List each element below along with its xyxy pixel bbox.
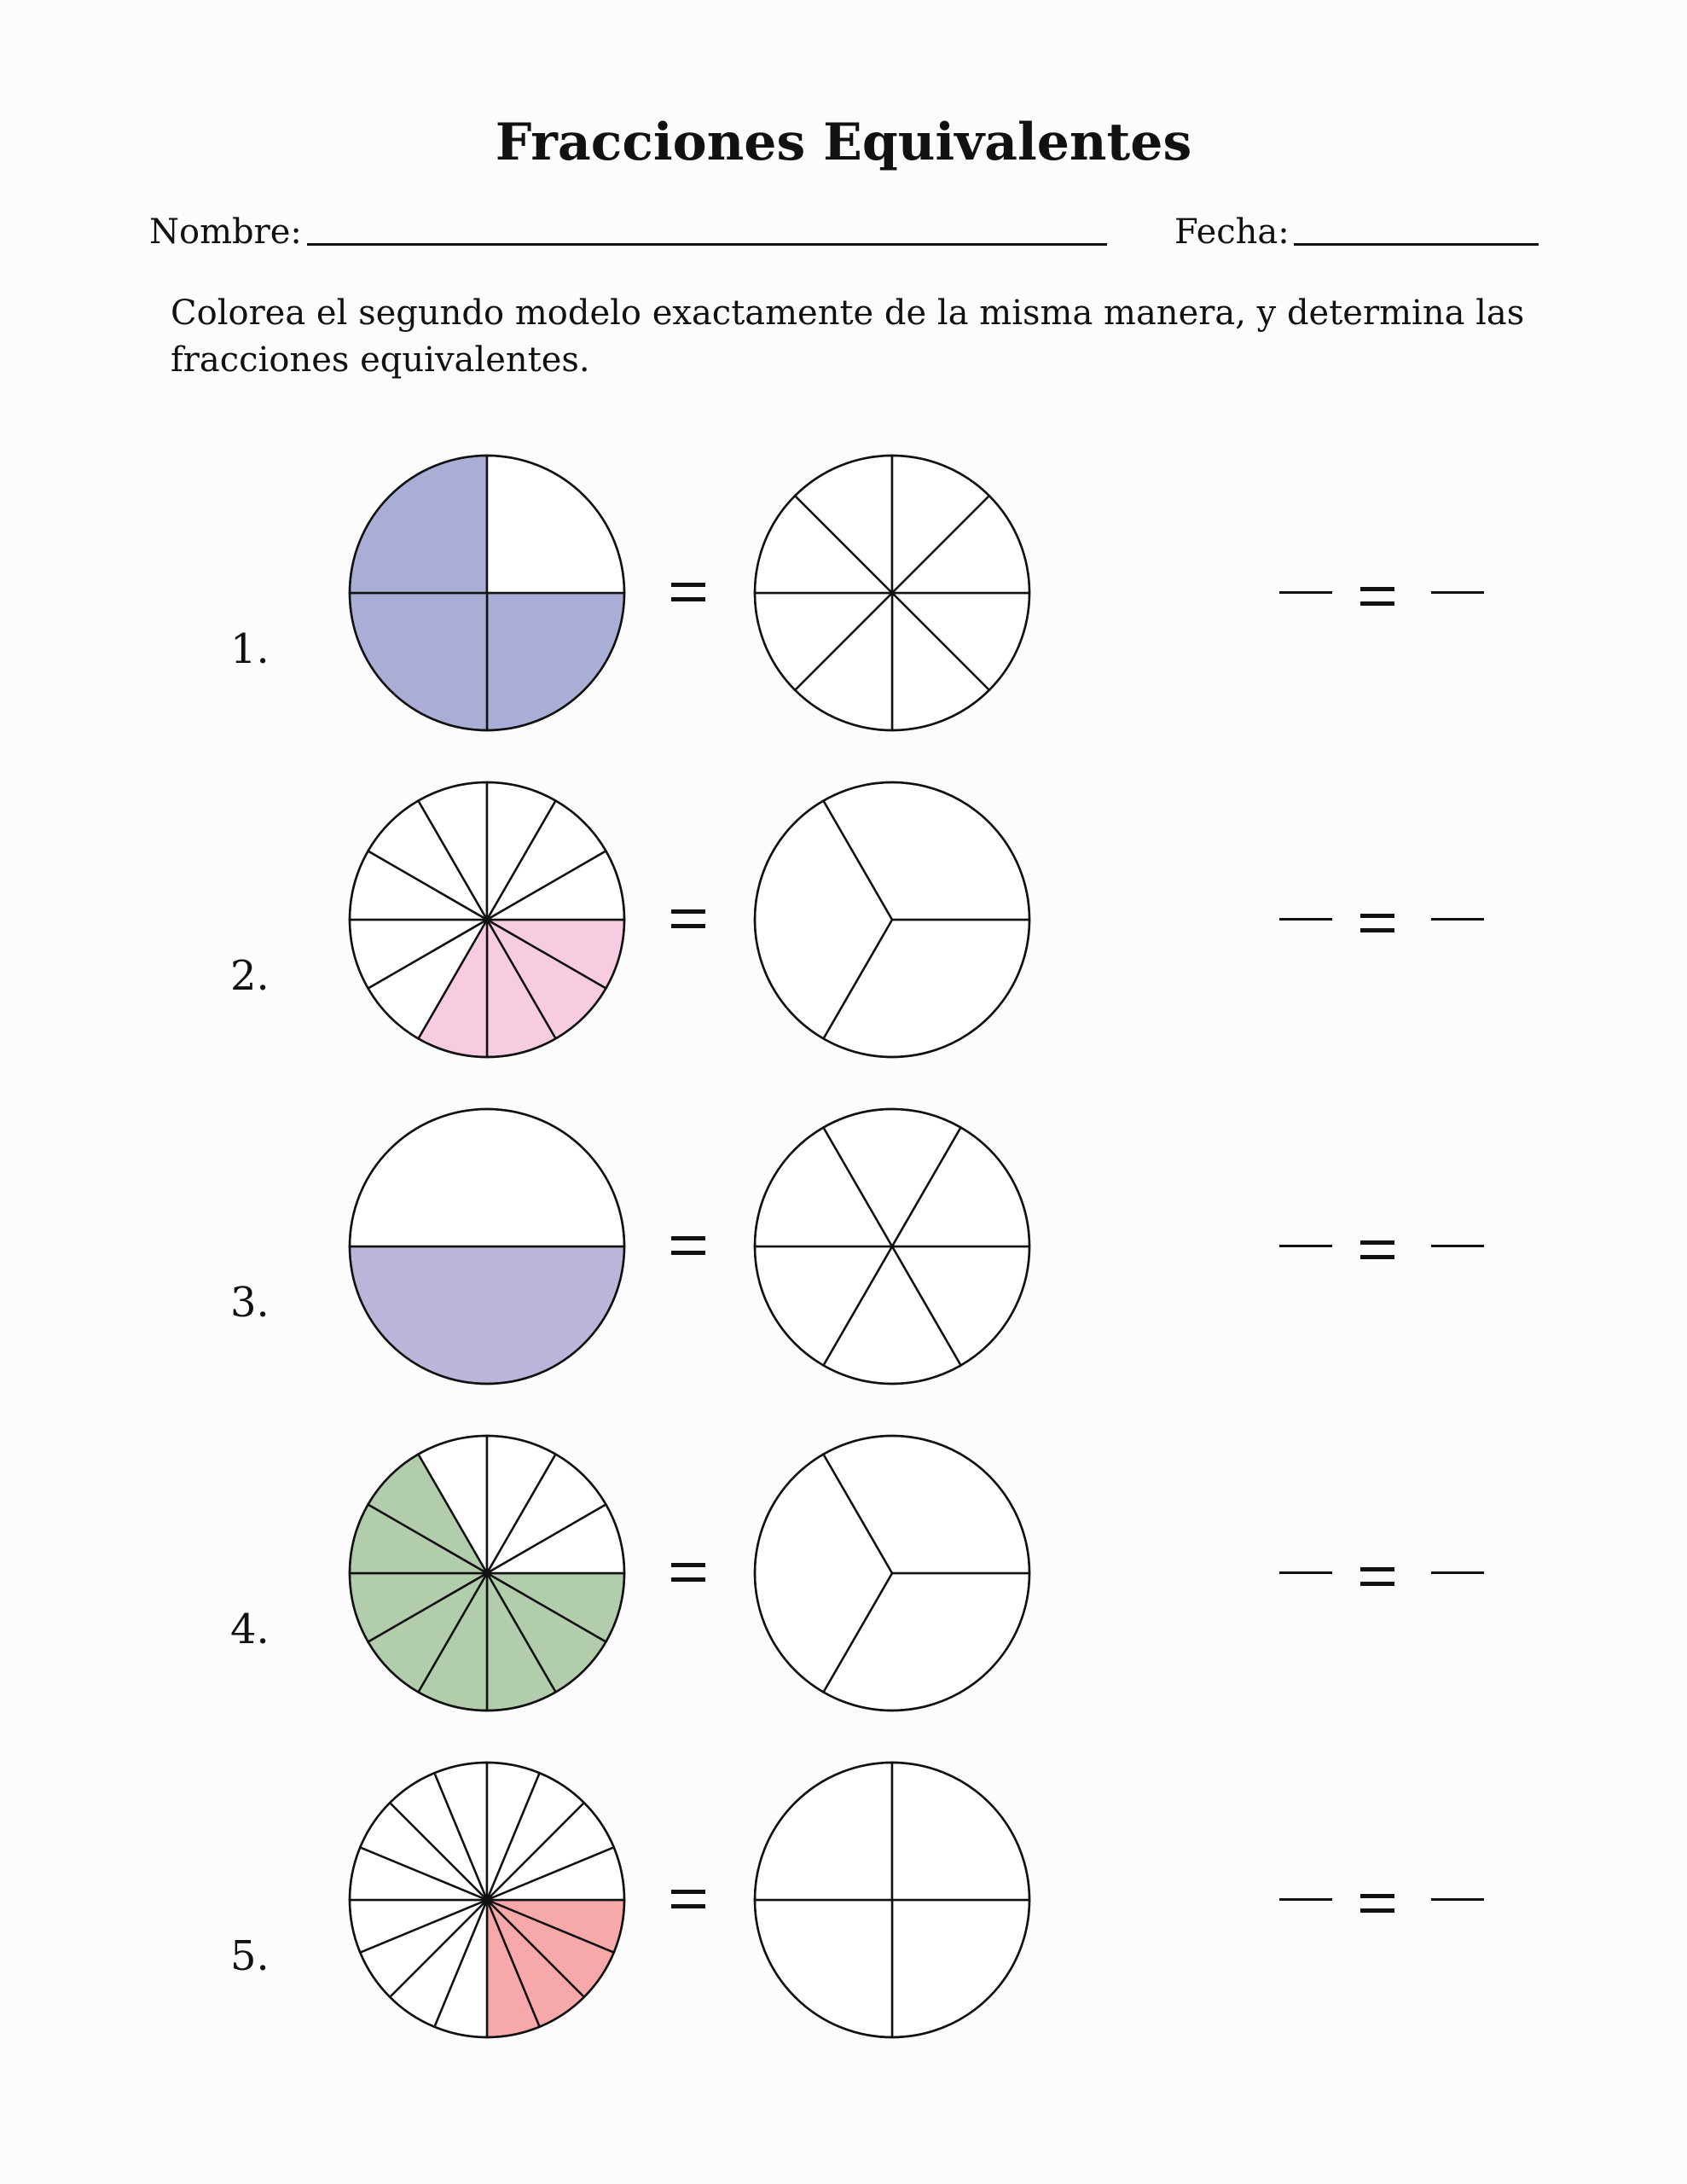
answer-fraction-blank-left[interactable] <box>1279 1245 1332 1247</box>
equals-sign <box>671 1881 722 1915</box>
blank-fraction-model[interactable] <box>752 1760 1032 2040</box>
shaded-fraction-model[interactable] <box>347 1433 627 1713</box>
problem-number: 1. <box>230 625 270 673</box>
answer-equals-sign <box>1360 578 1412 613</box>
equals-sign <box>671 1228 722 1262</box>
empty-sector[interactable] <box>755 1900 892 2037</box>
answer-fraction-blank-left[interactable] <box>1279 1898 1332 1901</box>
answer-fraction-blank-left[interactable] <box>1279 918 1332 921</box>
answer-fraction-blank-right[interactable] <box>1431 918 1484 921</box>
shaded-fraction-model[interactable] <box>347 453 627 733</box>
problem-number: 3. <box>230 1279 270 1327</box>
shaded-sector[interactable] <box>350 456 487 593</box>
instructions: Colorea el segundo modelo exactamente de la misma manera, y determina las fracciones equivalentes. <box>171 293 1525 380</box>
answer-fraction-blank-right[interactable] <box>1431 1245 1484 1247</box>
shaded-sector[interactable] <box>350 1246 624 1384</box>
equals-sign <box>671 574 722 608</box>
answer-fraction-blank-right[interactable] <box>1431 1571 1484 1574</box>
empty-sector[interactable] <box>892 1763 1029 1900</box>
problem-number: 5. <box>230 1932 270 1980</box>
blank-fraction-model[interactable] <box>752 1433 1032 1713</box>
blank-fraction-model[interactable] <box>752 780 1032 1060</box>
empty-sector[interactable] <box>892 1900 1029 2037</box>
name-field[interactable] <box>307 243 1107 246</box>
answer-equals-sign <box>1360 1885 1412 1920</box>
answer-equals-sign <box>1360 905 1412 939</box>
answer-fraction-blank-left[interactable] <box>1279 591 1332 594</box>
problem-number: 4. <box>230 1606 270 1653</box>
equals-sign <box>671 1554 722 1589</box>
shaded-sector[interactable] <box>487 593 624 730</box>
shaded-fraction-model[interactable] <box>347 780 627 1060</box>
answer-equals-sign <box>1360 1232 1412 1266</box>
empty-sector[interactable] <box>755 1763 892 1900</box>
empty-sector[interactable] <box>487 456 624 593</box>
blank-fraction-model[interactable] <box>752 1107 1032 1386</box>
problem-number: 2. <box>230 952 270 1000</box>
blank-fraction-model[interactable] <box>752 453 1032 733</box>
answer-equals-sign <box>1360 1559 1412 1593</box>
equals-sign <box>671 901 722 935</box>
shaded-fraction-model[interactable] <box>347 1760 627 2040</box>
shaded-sector[interactable] <box>350 593 487 730</box>
answer-fraction-blank-left[interactable] <box>1279 1571 1332 1574</box>
worksheet-title: Fracciones Equivalentes <box>495 113 1192 172</box>
name-label: Nombre: <box>149 212 302 252</box>
answer-fraction-blank-right[interactable] <box>1431 1898 1484 1901</box>
shaded-fraction-model[interactable] <box>347 1107 627 1386</box>
date-label: Fecha: <box>1174 212 1290 252</box>
date-field[interactable] <box>1294 243 1539 246</box>
empty-sector[interactable] <box>350 1109 624 1246</box>
answer-fraction-blank-right[interactable] <box>1431 591 1484 594</box>
